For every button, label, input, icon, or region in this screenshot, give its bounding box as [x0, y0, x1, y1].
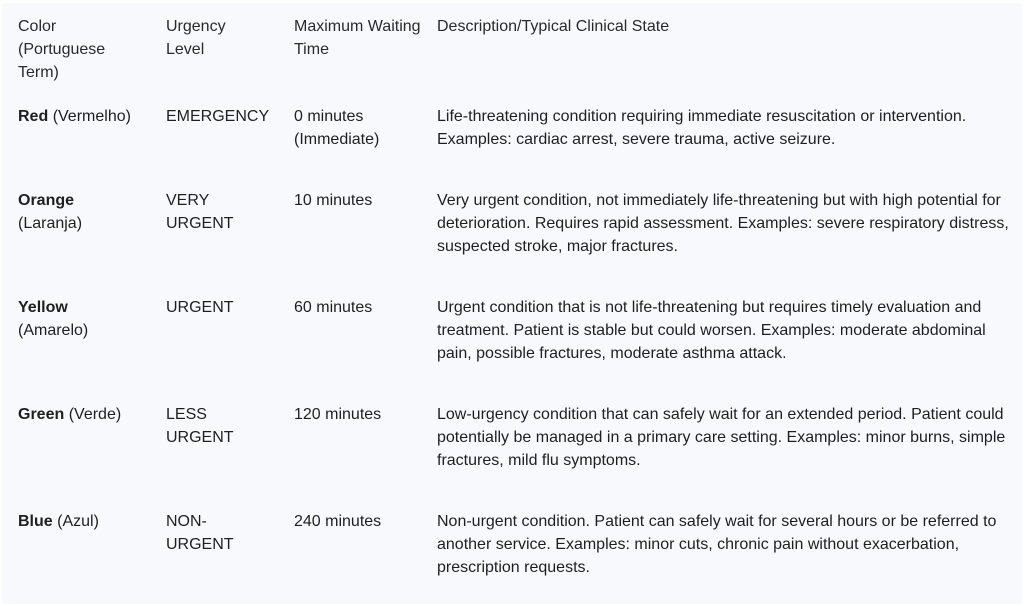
portuguese-term: (Azul)	[57, 513, 99, 530]
header-color: Color (Portuguese Term)	[18, 18, 106, 81]
color-name: Yellow	[18, 299, 68, 316]
portuguese-term: (Verde)	[68, 406, 122, 423]
color-name: Green	[18, 406, 65, 423]
waiting-cell: 0 minutes (Immediate)	[294, 108, 380, 148]
color-name: Red	[18, 108, 49, 125]
waiting-cell: 120 minutes	[294, 406, 382, 423]
description-cell: Urgent condition that is not life-threatening but requires timely evaluation and treatment. Patient is stable but could worsen. Examples: moderate abdominal pain, possible fractures, moderate asthma attack.	[437, 299, 986, 362]
portuguese-term: (Vermelho)	[52, 108, 131, 125]
header-description: Description/Typical Clinical State	[437, 18, 670, 35]
description-cell: Very urgent condition, not immediately life-threatening but with high potential for deterioration. Requires rapid assessment. Examples: severe respiratory distress, suspected stroke, major fractures.	[437, 192, 1009, 255]
urgency-cell: NON-URGENT	[166, 513, 234, 553]
table-row	[18, 403, 1020, 510]
header-urgency: Urgency Level	[166, 18, 226, 58]
description-cell: Non-urgent condition. Patient can safely wait for several hours or be referred to another service. Examples: minor cuts, chronic pain without exacerbation, prescription requests.	[437, 513, 997, 576]
color-name: Blue	[18, 513, 53, 530]
urgency-cell: URGENT	[166, 299, 234, 316]
urgency-cell: EMERGENCY	[166, 108, 270, 125]
color-cell	[18, 296, 166, 403]
portuguese-term: (Amarelo)	[18, 322, 89, 339]
table-header-row	[18, 15, 1020, 105]
table-row	[18, 105, 1020, 189]
color-cell	[18, 510, 166, 605]
triage-table-panel	[2, 3, 1022, 604]
portuguese-term: (Laranja)	[18, 215, 83, 232]
color-cell	[18, 403, 166, 510]
waiting-cell: 240 minutes	[294, 513, 382, 530]
color-cell	[18, 189, 166, 296]
color-name: Orange	[18, 192, 75, 209]
urgency-cell: LESS URGENT	[166, 406, 234, 446]
waiting-cell: 60 minutes	[294, 299, 373, 316]
waiting-cell: 10 minutes	[294, 192, 373, 209]
description-cell: Low-urgency condition that can safely wait for an extended period. Patient could potentially be managed in a primary care setting. Examples: minor burns, simple fractures, mild flu symptoms.	[437, 406, 1006, 469]
triage-table	[18, 15, 1020, 605]
table-row	[18, 189, 1020, 296]
color-cell	[18, 105, 166, 189]
description-cell: Life-threatening condition requiring immediate resuscitation or intervention. Examples: cardiac arrest, severe trauma, active seizure.	[437, 108, 967, 148]
table-row	[18, 510, 1020, 605]
table-row	[18, 296, 1020, 403]
header-waiting: Maximum Waiting Time	[294, 18, 421, 58]
urgency-cell: VERY URGENT	[166, 192, 234, 232]
